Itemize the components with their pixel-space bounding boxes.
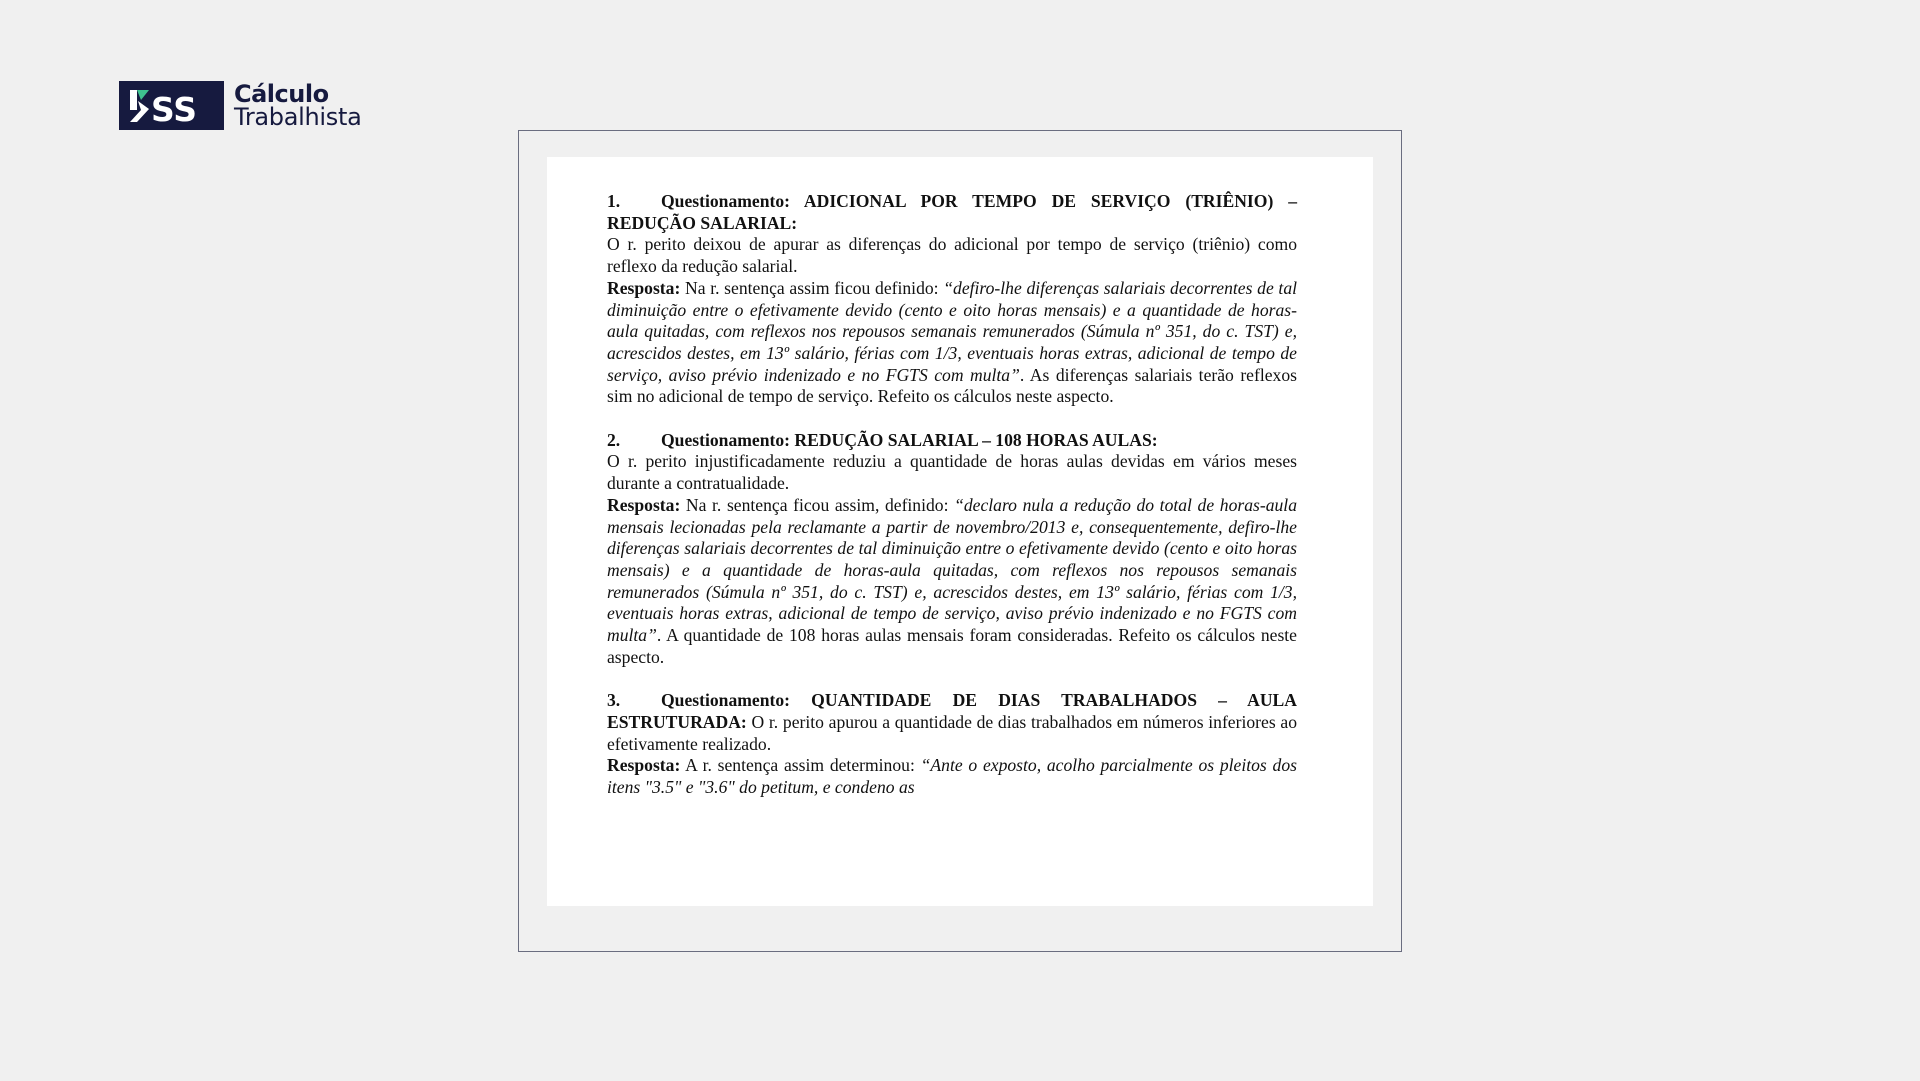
answer-intro: Na r. sentença ficou assim, definido: xyxy=(680,494,955,515)
section-answer xyxy=(607,278,1297,408)
answer-label: Resposta: xyxy=(607,755,681,776)
answer-label: Resposta: xyxy=(607,277,681,298)
section-body: O r. perito injustificadamente reduziu a quantidade de horas aulas devidas em vários meses durante a contratualidade. xyxy=(607,451,1297,494)
brand-name-line1: Cálculo xyxy=(234,79,329,108)
section-body: O r. perito deixou de apurar as diferenças do adicional por tempo de serviço (triênio) como reflexo da redução salarial. xyxy=(607,234,1297,277)
answer-intro: Na r. sentença assim ficou definido: xyxy=(680,277,944,298)
section-1 xyxy=(607,191,1297,408)
answer-quote: “declaro nula a redução do total de horas-aula mensais lecionadas pela reclamante a partir de novembro/2013 e, consequentemente, defiro-lhe diferenças salariais decorrentes de tal diminuição entre o efetivamente devido (cento e oito horas mensais) e a quantidade de horas-aula quitadas, com reflexos nos repousos semanais remunerados (Súmula nº 351, do c. TST) e, acrescidos destes, em 13º salário, férias com 1/3, eventuais horas extras, adicional de tempo de serviço, aviso prévio indenizado e no FGTS com multa” xyxy=(607,494,1297,646)
answer-quote: “defiro-lhe diferenças salariais decorrentes de tal diminuição entre o efetivamente devido (cento e oito horas mensais) e a quantidade de horas-aula quitadas, com reflexos nos repousos semanais remunerados (Súmula nº 351, do c. TST) e, acrescidos destes, em 13º salário, férias com 1/3, eventuais horas extras, adicional de tempo de serviço, aviso prévio indenizado e no FGTS com multa” xyxy=(607,277,1298,385)
answer-label: Resposta: xyxy=(607,494,681,515)
svg-text:SS: SS xyxy=(151,90,198,129)
answer-intro: A r. sentença assim determinou: xyxy=(680,755,921,776)
section-2 xyxy=(607,430,1297,669)
answer-quote: “Ante o exposto, acolho parcialmente os pleitos dos itens "3.5" e "3.6" do petitum, e condeno as xyxy=(607,755,1297,797)
document-content xyxy=(607,191,1297,820)
section-title: Questionamento: REDUÇÃO SALARIAL – 108 HORAS AULAS: xyxy=(661,429,1158,450)
section-number: 1. xyxy=(607,191,621,211)
section-title: Questionamento: QUANTIDADE DE DIAS TRABALHADOS – AULA ESTRUTURADA: xyxy=(607,690,1297,732)
brand-name-line2: Trabalhista xyxy=(234,102,362,131)
answer-outro: . As diferenças salariais terão reflexos sim no adicional de tempo de serviço. Refeito os cálculos neste aspecto. xyxy=(607,364,1297,407)
section-number: 3. xyxy=(607,690,621,711)
section-heading xyxy=(607,191,1297,234)
document-page xyxy=(547,157,1373,906)
brand-logo xyxy=(119,81,362,130)
section-answer xyxy=(607,755,1297,798)
section-3 xyxy=(607,690,1297,799)
section-title: Questionamento: ADICIONAL POR TEMPO DE SERVIÇO (TRIÊNIO) – REDUÇÃO SALARIAL: xyxy=(607,191,1297,233)
section-heading xyxy=(607,690,1297,755)
section-body: O r. perito apurou a quantidade de dias trabalhados em números inferiores ao efetivamente realizado. xyxy=(607,711,1297,754)
section-number: 2. xyxy=(607,429,621,450)
kss-logo-mark xyxy=(119,81,224,130)
answer-outro: . A quantidade de 108 horas aulas mensais foram consideradas. Refeito os cálculos neste aspecto. xyxy=(607,625,1297,667)
section-heading xyxy=(607,430,1297,452)
section-answer xyxy=(607,495,1297,669)
